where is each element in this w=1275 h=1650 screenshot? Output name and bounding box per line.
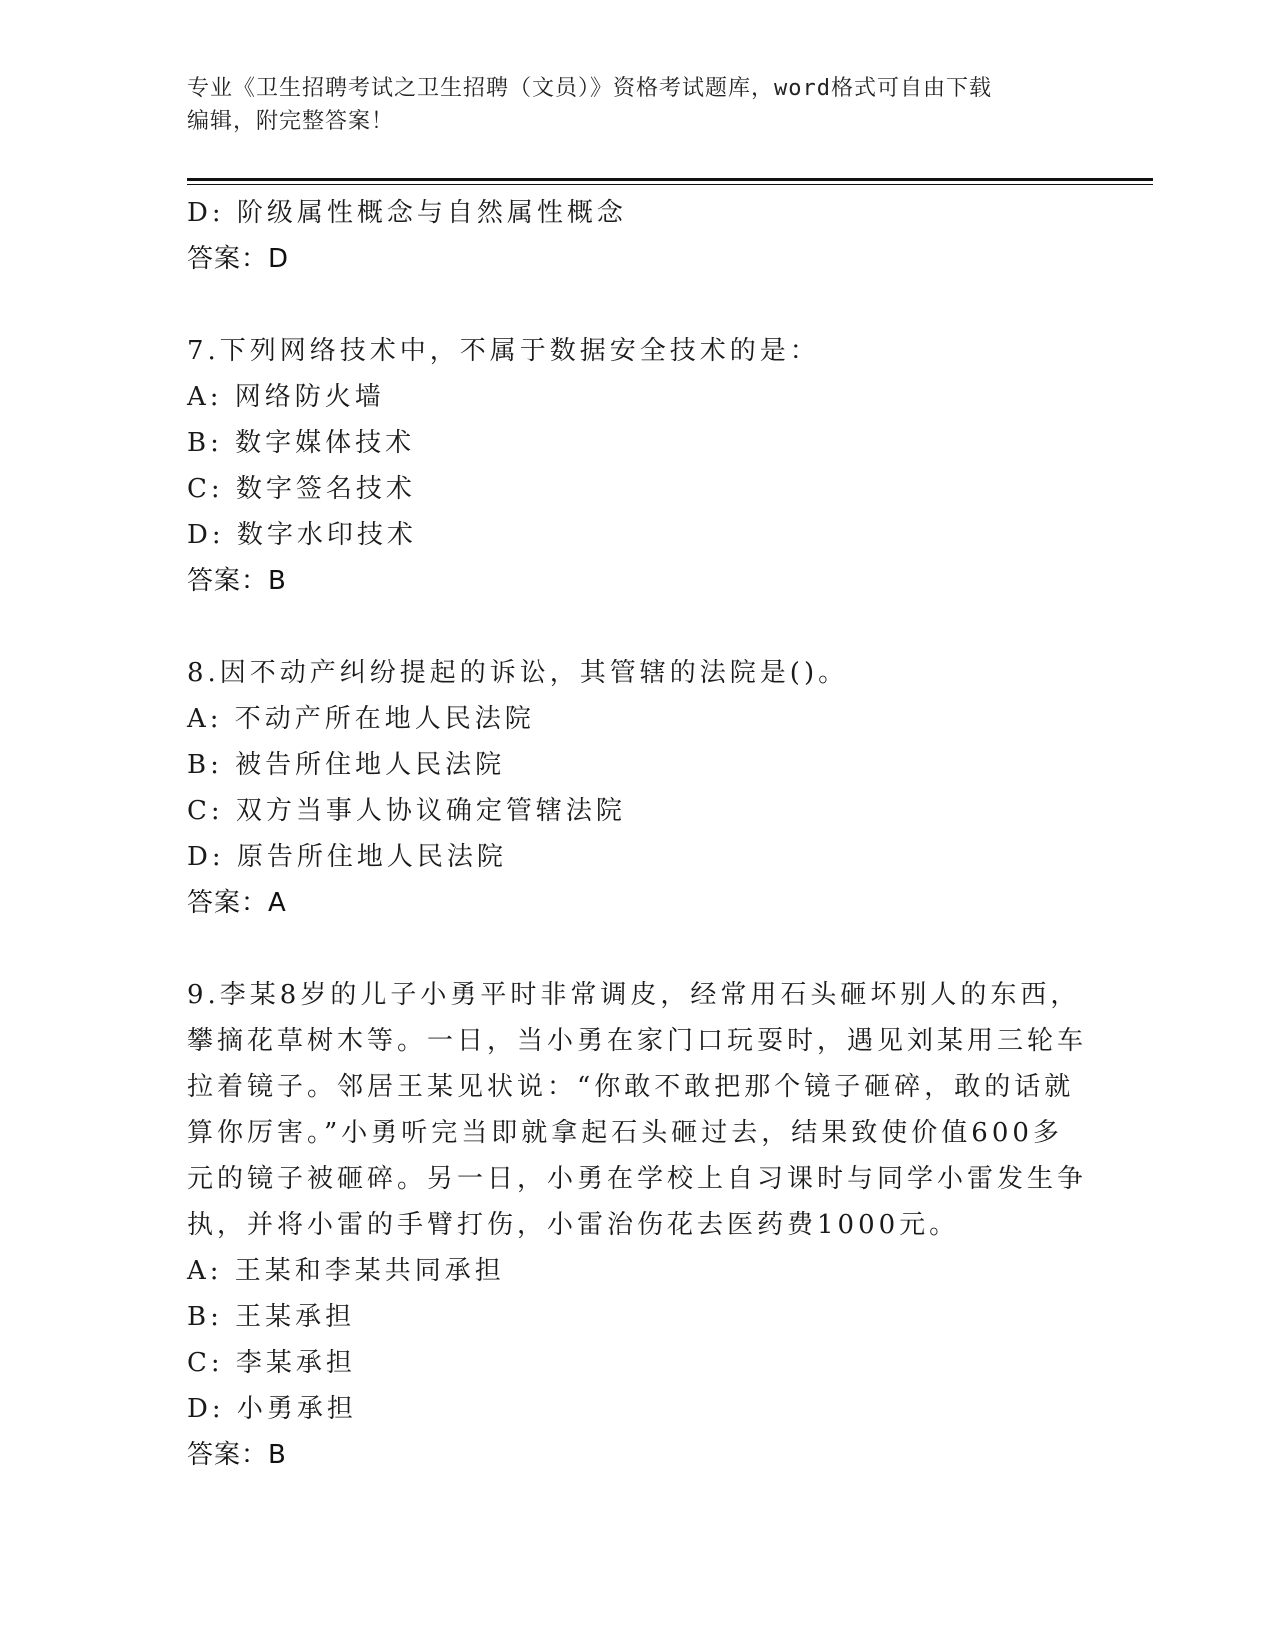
question-stem	[187, 972, 1088, 1248]
question-stem-line: 攀摘花草树木等。一日，当小勇在家门口玩耍时，遇见刘某用三轮车	[187, 1026, 1088, 1056]
option-b: B: 数字媒体技术	[187, 428, 416, 458]
question-stem-line: 执，并将小雷的手臂打伤，小雷治伤花去医药费1000元。	[187, 1210, 960, 1240]
answer-line: 答案：B	[187, 566, 287, 596]
option-d: D: 小勇承担	[187, 1394, 357, 1424]
question-block-9	[187, 972, 1087, 1478]
question-block-prev	[187, 190, 1087, 282]
header-divider-thick	[187, 178, 1153, 181]
option-b: B: 被告所住地人民法院	[187, 750, 506, 780]
option-b: B: 王某承担	[187, 1302, 356, 1332]
question-stem: 7.下列网络技术中，不属于数据安全技术的是：	[187, 336, 820, 366]
option-a: A: 王某和李某共同承担	[187, 1256, 505, 1286]
question-block-8	[187, 650, 1087, 926]
option-c: C: 数字签名技术	[187, 474, 416, 504]
option-a: A: 不动产所在地人民法院	[187, 704, 535, 734]
header-line-2: 编辑，附完整答案！	[187, 109, 395, 134]
option-d: D: 阶级属性概念与自然属性概念	[187, 198, 627, 228]
answer-line: 答案：A	[187, 888, 287, 918]
header-divider-thin	[187, 184, 1153, 185]
answer-line: 答案：B	[187, 1440, 287, 1470]
option-a: A: 网络防火墙	[187, 382, 385, 412]
option-d: D: 原告所住地人民法院	[187, 842, 507, 872]
question-stem-line: 算你厉害。”小勇听完当即就拿起石头砸过去，结果致使价值600多	[187, 1118, 1063, 1148]
document-header	[187, 72, 1087, 138]
answer-line: 答案：D	[187, 244, 290, 274]
question-stem-line: 拉着镜子。邻居王某见状说：“你敢不敢把那个镜子砸碎，敢的话就	[187, 1072, 1075, 1102]
header-line-1: 专业《卫生招聘考试之卫生招聘（文员）》资格考试题库，word格式可自由下载	[187, 76, 992, 101]
option-c: C: 李某承担	[187, 1348, 356, 1378]
question-stem: 8.因不动产纠纷提起的诉讼，其管辖的法院是()。	[187, 658, 849, 688]
question-block-7	[187, 328, 1087, 604]
option-d: D: 数字水印技术	[187, 520, 417, 550]
question-stem-line: 9.李某8岁的儿子小勇平时非常调皮，经常用石头砸坏别人的东西，	[187, 980, 1081, 1010]
question-stem-line: 元的镜子被砸碎。另一日，小勇在学校上自习课时与同学小雷发生争	[187, 1164, 1088, 1194]
question-list	[187, 190, 1087, 1478]
option-c: C: 双方当事人协议确定管辖法院	[187, 796, 626, 826]
